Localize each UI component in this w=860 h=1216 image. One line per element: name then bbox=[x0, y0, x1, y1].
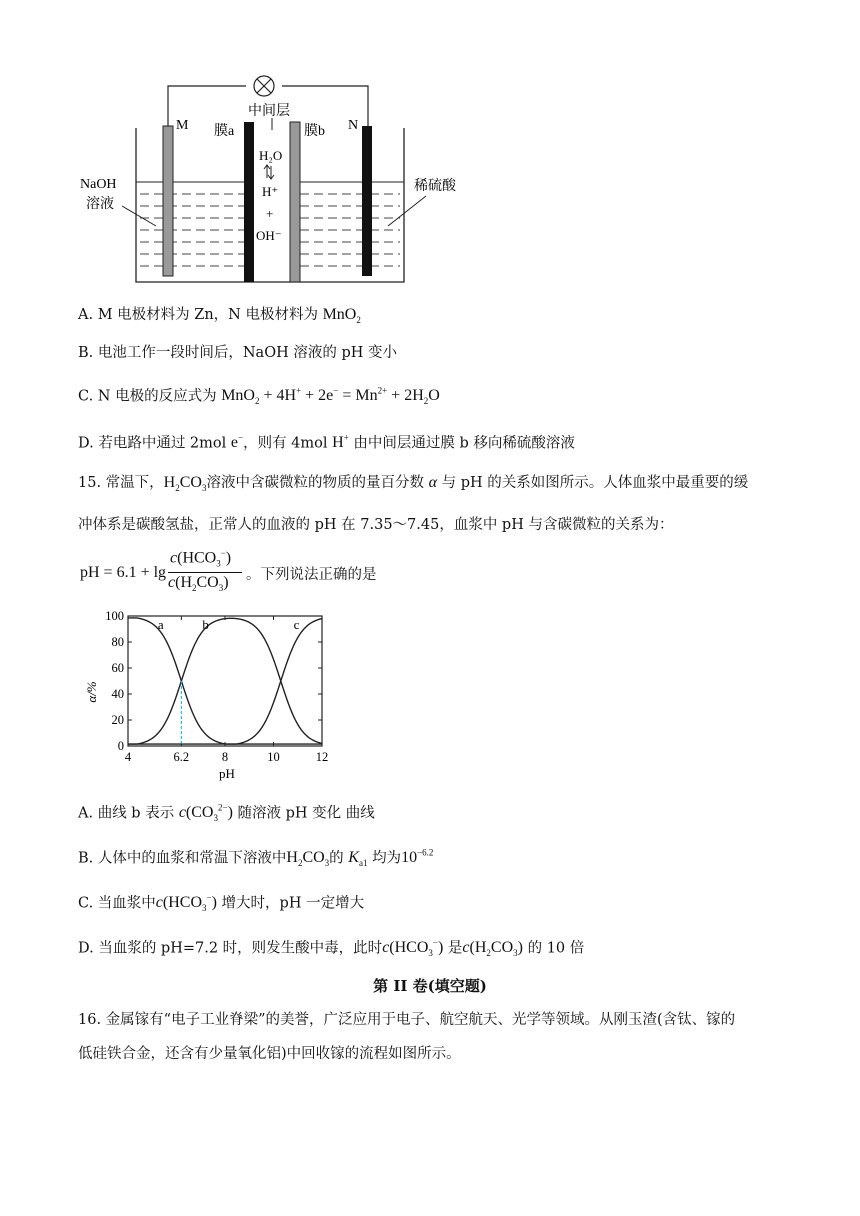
label-oh-minus: OH⁻ bbox=[256, 228, 282, 243]
q14-c-prefix: C. N 电极的反应式为 bbox=[78, 388, 217, 405]
series-c-label: c bbox=[293, 617, 300, 632]
q14-d-prefix: D. 若电路中通过 2mol bbox=[78, 435, 227, 452]
q15-option-b bbox=[78, 842, 433, 875]
x-tick-label: 4 bbox=[124, 750, 132, 764]
membrane-b bbox=[290, 122, 300, 282]
q15-option-d bbox=[78, 932, 584, 965]
y-tick-label: 40 bbox=[111, 687, 124, 701]
membrane-a bbox=[244, 122, 254, 282]
electrode-n bbox=[362, 126, 372, 276]
x-tick-label: 8 bbox=[221, 750, 229, 764]
naoh-pointer bbox=[122, 206, 156, 226]
label-naoh-2: 溶液 bbox=[86, 197, 114, 212]
q15-stem-mid: 溶液中含碳微粒的物质的量百分数 bbox=[206, 475, 424, 491]
q14-d-electron: e− bbox=[230, 433, 244, 452]
label-membrane-a: 膜a bbox=[214, 124, 235, 139]
q15-b-mid2: 均为 bbox=[372, 850, 402, 867]
label-m: M bbox=[176, 118, 189, 133]
q15-b-value: $10^{-6.2}$ bbox=[401, 848, 434, 867]
q15-stem-line2: 冲体系是碳酸氢盐，正常人的血液的 pH 在 7.35～7.45，血浆中 pH 与含碳微粒的关系为： bbox=[78, 517, 674, 533]
q14-option-b: B. 电池工作一段时间后，NaOH 溶液的 pH 变小 bbox=[78, 345, 397, 361]
q15-b-ka1: $K_{a1}$ bbox=[348, 849, 368, 869]
series-a-line bbox=[128, 618, 322, 744]
q15-formula-tail: 。下列说法正确的是 bbox=[246, 567, 377, 583]
plot-frame bbox=[128, 616, 322, 746]
q15-h2co3: $H_2CO_3$ bbox=[163, 474, 207, 494]
label-h2o: H₂O bbox=[259, 148, 283, 163]
dissociation-arrows-icon bbox=[264, 165, 274, 179]
q14-d-suffix: 由中间层通过膜 b 移向稀硫酸溶液 bbox=[353, 435, 575, 452]
series-b-line bbox=[128, 618, 322, 744]
alpha-ph-chart bbox=[80, 606, 350, 788]
naoh-solution bbox=[140, 194, 244, 266]
series-c-line bbox=[128, 619, 322, 745]
cell-diagram bbox=[70, 66, 470, 288]
q15-b-h2co3: $H_2CO_3$ bbox=[286, 849, 330, 869]
q16-line2: 低硅铁合金，还含有少量氧化铝)中回收镓的流程如图所示。 bbox=[78, 1046, 461, 1062]
q15-d-prefix: D. 当血浆的 pH=7.2 时，则发生酸中毒，此时 bbox=[78, 940, 383, 957]
q16-line1: 16. 金属镓有“电子工业脊梁”的美誉，广泛应用于电子、航空航天、光学等领域。从刚玉渣(含钛、镓的 bbox=[78, 1012, 736, 1028]
y-tick-label: 100 bbox=[105, 609, 124, 623]
y-tick-label: 20 bbox=[111, 713, 124, 727]
q15-option-a bbox=[78, 797, 375, 830]
label-membrane-b: 膜b bbox=[304, 124, 325, 139]
q15-a-co3: $c(CO_3^{2-})$ bbox=[178, 803, 233, 824]
q14-option-c bbox=[78, 380, 440, 413]
acid-pointer bbox=[388, 196, 426, 226]
y-axis-label: α/% bbox=[84, 681, 99, 703]
q15-a-prefix: A. 曲线 b 表示 bbox=[78, 805, 175, 822]
q14-c-equation: $MnO_2 + 4H^+ + 2e^- = Mn^{2+} + 2H_2O$ bbox=[221, 386, 440, 407]
q15-stem-line1 bbox=[78, 472, 748, 499]
x-tick-label: 12 bbox=[315, 750, 329, 764]
label-h-plus: H⁺ bbox=[262, 184, 279, 199]
q14-d-hplus: H+ bbox=[332, 433, 349, 452]
q14-d-mid: ，则有 4mol bbox=[243, 435, 328, 452]
q14-option-a bbox=[78, 304, 361, 331]
q15-stem-start: 15. 常温下， bbox=[78, 475, 164, 491]
q15-c-suffix: 增大时，pH 一定增大 bbox=[221, 895, 365, 912]
q15-b-mid: 的 bbox=[329, 850, 344, 867]
q15-d-h2co3: $c(H_2CO_3)$ bbox=[462, 939, 523, 959]
label-plus: + bbox=[266, 206, 274, 221]
q14-a-prefix: A. M 电极材料为 Zn，N 电极材料为 bbox=[78, 307, 318, 323]
q15-alpha: α bbox=[428, 474, 437, 491]
label-dilute-acid: 稀硫酸 bbox=[414, 179, 456, 194]
q15-c-hco3: $c(HCO_3^-)$ bbox=[155, 893, 217, 914]
lamp-icon bbox=[254, 76, 274, 96]
electrode-m bbox=[163, 126, 173, 276]
x-axis-label: pH bbox=[219, 766, 235, 781]
label-n: N bbox=[348, 118, 359, 133]
y-tick-label: 60 bbox=[111, 661, 124, 675]
label-naoh-1: NaOH bbox=[80, 177, 117, 192]
q15-stem-end: 与 pH 的关系如图所示。人体血浆中最重要的缓 bbox=[441, 475, 749, 491]
section-title: 第 II 卷(填空题) bbox=[373, 977, 487, 995]
q15-a-suffix: 随溶液 pH 变化 曲线 bbox=[237, 805, 375, 822]
q14-option-d bbox=[78, 427, 575, 454]
label-middle-layer: 中间层 bbox=[248, 104, 290, 119]
y-tick-label: 0 bbox=[117, 739, 124, 753]
q15-option-c bbox=[78, 887, 364, 920]
q15-d-mid: 是 bbox=[447, 940, 463, 957]
q15-d-hco3: $c(HCO_3^-)$ bbox=[382, 938, 444, 959]
q14-a-formula: MnO$_2$ bbox=[322, 306, 361, 326]
series-b-label: b bbox=[202, 617, 209, 632]
series-a-label: a bbox=[157, 617, 164, 632]
x-tick-label: 6.2 bbox=[173, 750, 190, 764]
acid-solution bbox=[300, 194, 400, 266]
q15-d-suffix: 的 10 倍 bbox=[527, 940, 585, 957]
q15-b-prefix: B. 人体中的血浆和常温下溶液中 bbox=[78, 850, 287, 867]
x-tick-label: 10 bbox=[267, 750, 280, 764]
y-tick-label: 80 bbox=[111, 635, 124, 649]
q15-c-prefix: C. 当血浆中 bbox=[78, 895, 156, 912]
